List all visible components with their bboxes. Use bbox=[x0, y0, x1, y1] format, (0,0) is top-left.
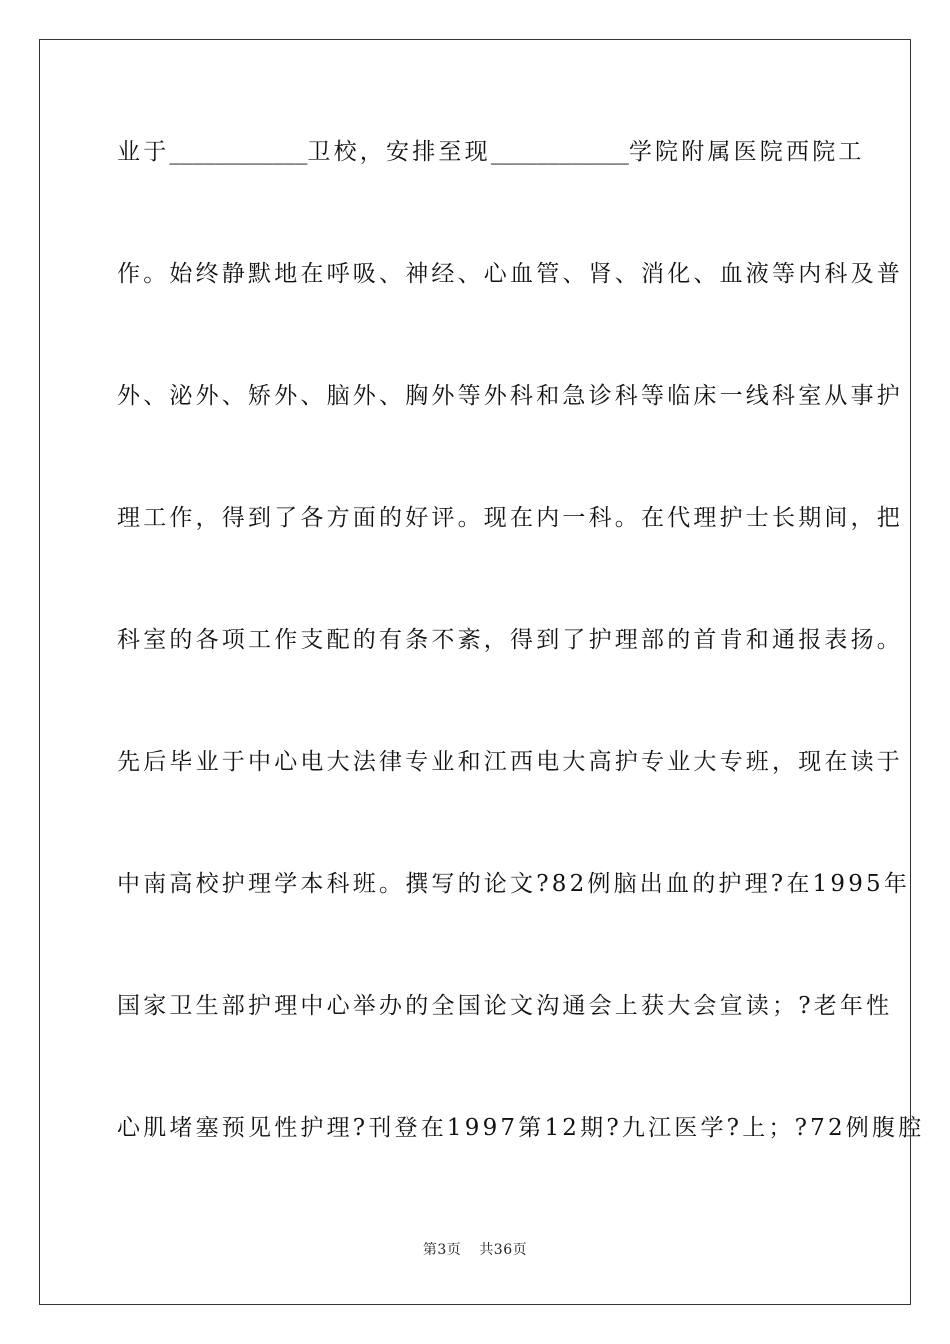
body-line-9: 心肌堵塞预见性护理?刊登在1997第12期?九江医学?上；?72例腹腔 bbox=[117, 1115, 925, 1141]
body-line-3: 外、泌外、矫外、脑外、胸外等外科和急诊科等临床一线科室从事护 bbox=[117, 383, 903, 409]
page-footer bbox=[0, 1240, 950, 1260]
body-line-5: 科室的各项工作支配的有条不紊，得到了护理部的首肯和通报表扬。 bbox=[117, 627, 903, 653]
line-1-start: 业于 bbox=[117, 139, 170, 165]
total-pages: 共36页 bbox=[479, 1242, 528, 1258]
page-number: 第3页 bbox=[422, 1242, 462, 1258]
body-line-8: 国家卫生部护理中心举办的全国论文沟通会上获大会宣读；?老年性 bbox=[117, 993, 893, 1019]
body-line-4: 理工作，得到了各方面的好评。现在内一科。在代理护士长期间，把 bbox=[117, 505, 903, 531]
line-1-middle: 卫校，安排至现 bbox=[307, 139, 491, 165]
body-line-1 bbox=[117, 132, 865, 172]
fill-in-blank-1: ____________ bbox=[169, 139, 308, 165]
body-line-6: 先后毕业于中心电大法律专业和江西电大高护专业大专班，现在读于 bbox=[117, 749, 903, 775]
body-line-7: 中南高校护理学本科班。撰写的论文?82例脑出血的护理?在1995年 bbox=[117, 871, 911, 897]
line-1-end: 学院附属医院西院工 bbox=[628, 139, 865, 165]
fill-in-blank-2: ____________ bbox=[490, 139, 629, 165]
body-line-2: 作。始终静默地在呼吸、神经、心血管、肾、消化、血液等内科及普 bbox=[117, 261, 903, 287]
